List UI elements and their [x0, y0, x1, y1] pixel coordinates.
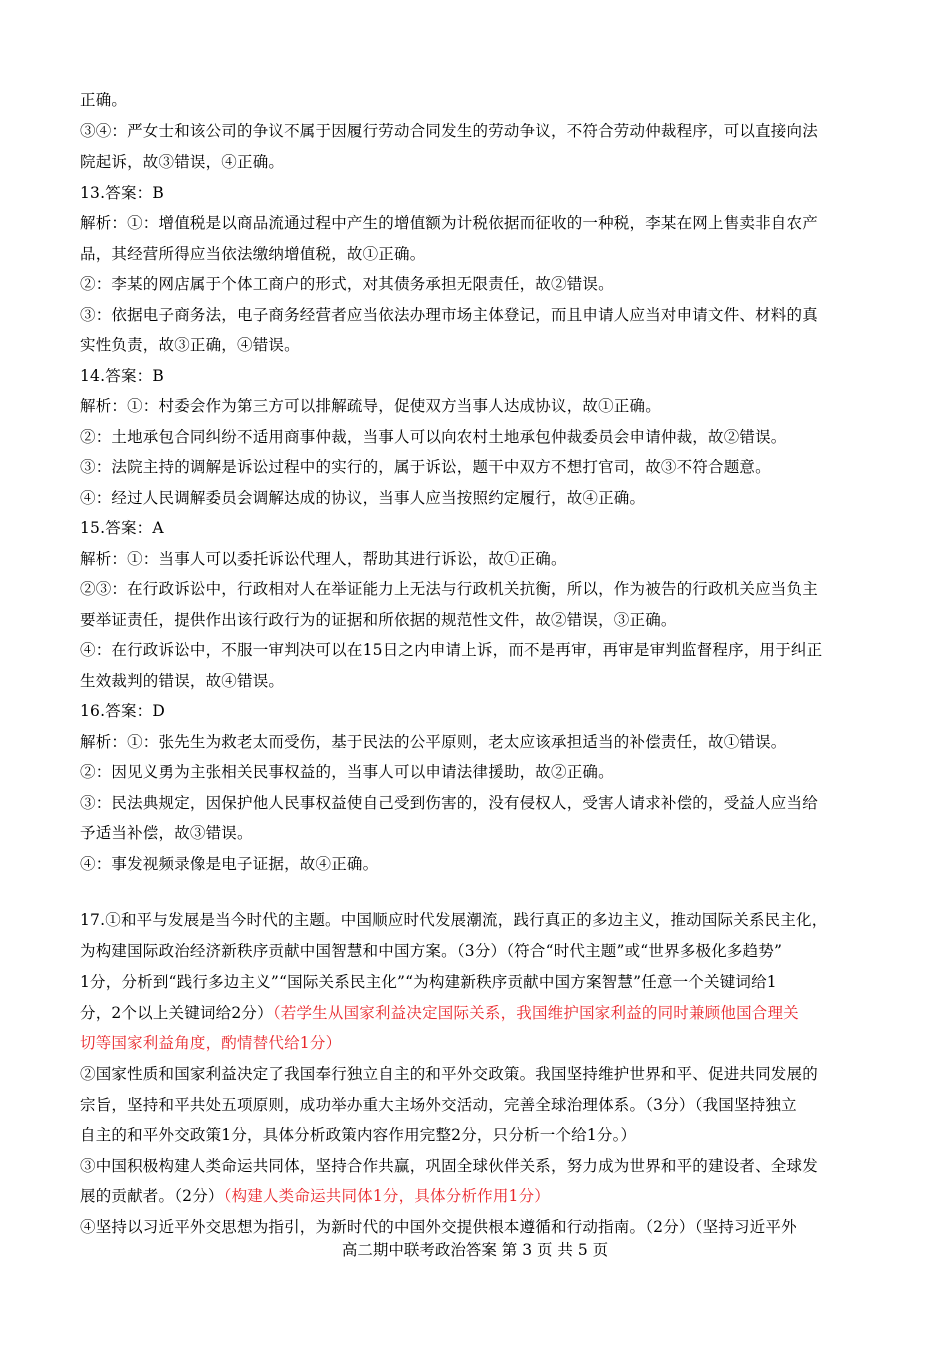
answer-13: 13.答案：B [80, 184, 164, 202]
text-line: ③：民法典规定，因保护他人民事权益使自己受到伤害的，没有侵权人，受害人请求补偿的，受益人应当给 [80, 794, 818, 812]
text-line: 要举证责任，提供作出该行政行为的证据和所依据的规范性文件，故②错误，③正确。 [80, 611, 677, 629]
text-line: ②：因见义勇为主张相关民事权益的，当事人可以申请法律援助，故②正确。 [80, 763, 614, 781]
answer-14: 14.答案：B [80, 367, 164, 385]
text-line: 宗旨，坚持和平共处五项原则，成功举办重大主场外交活动，完善全球治理体系。（3分）（我国坚持独立 [80, 1096, 797, 1114]
text-line: ②：李某的网店属于个体工商户的形式，对其债务承担无限责任，故②错误。 [80, 275, 614, 293]
text-line: 院起诉，故③错误，④正确。 [80, 153, 285, 171]
text-line: 品，其经营所得应当依法缴纳增值税，故①正确。 [80, 245, 426, 263]
highlight-note: 切等国家利益角度，酌情替代给1分） [80, 1034, 342, 1052]
text-line: ③：依据电子商务法，电子商务经营者应当依法办理市场主体登记，而且申请人应当对申请文件、材料的真 [80, 306, 818, 324]
text-line: ④坚持以习近平外交思想为指引，为新时代的中国外交提供根本遵循和行动指南。（2分）（坚持习近平外 [80, 1218, 797, 1236]
text-line: 解析：①：村委会作为第三方可以排解疏导，促使双方当事人达成协议，故①正确。 [80, 397, 661, 415]
text-segment: 分，2个以上关键词给2分） [80, 1004, 273, 1022]
text-line: 解析：①：增值税是以商品流通过程中产生的增值额为计税依据而征收的一种税，李某在网上售卖非自农产 [80, 214, 818, 232]
text-line: 生效裁判的错误，故④错误。 [80, 672, 285, 690]
text-line: 解析：①：当事人可以委托诉讼代理人，帮助其进行诉讼，故①正确。 [80, 550, 567, 568]
answer-15: 15.答案：A [80, 519, 164, 537]
answer-16: 16.答案：D [80, 702, 165, 720]
text-line: 解析：①：张先生为救老太而受伤，基于民法的公平原则，老太应该承担适当的补偿责任，故①错误。 [80, 733, 787, 751]
text-line: ④：在行政诉讼中，不服一审判决可以在15日之内申请上诉，而不是再审，再审是审判监督程序，用于纠正 [80, 641, 823, 659]
text-line: 实性负责，故③正确，④错误。 [80, 336, 300, 354]
text-line: ②：土地承包合同纠纷不适用商事仲裁，当事人可以向农村土地承包仲裁委员会申请仲裁，故②错误。 [80, 428, 787, 446]
text-line: ④：经过人民调解委员会调解达成的协议，当事人应当按照约定履行，故④正确。 [80, 489, 646, 507]
text-line: ④：事发视频录像是电子证据，故④正确。 [80, 855, 379, 873]
text-line: ③中国积极构建人类命运共同体，坚持合作共赢，巩固全球伙伴关系，努力成为世界和平的建设者、全球发 [80, 1157, 818, 1175]
text-line: ③④：严女士和该公司的争议不属于因履行劳动合同发生的劳动争议，不符合劳动仲裁程序，可以直接向法 [80, 122, 818, 140]
text-line: 正确。 [80, 91, 128, 109]
text-segment: 展的贡献者。（2分） [80, 1187, 224, 1205]
text-line: ②国家性质和国家利益决定了我国奉行独立自主的和平外交政策。我国坚持维护世界和平、促进共同发展的 [80, 1065, 818, 1083]
text-line: 1分，分析到“践行多边主义”“国际关系民主化”“为构建新秩序贡献中国方案智慧”任意一个关键词给1 [80, 973, 777, 991]
text-line: 予适当补偿，故③错误。 [80, 824, 253, 842]
text-line: 自主的和平外交政策1分，具体分析政策内容作用完整2分，只分析一个给1分。） [80, 1126, 637, 1144]
page-footer: 高二期中联考政治答案 第 3 页 共 5 页 [341, 1241, 609, 1259]
question-17: 17.①和平与发展是当今时代的主题。中国顺应时代发展潮流，践行真正的多边主义，推动国际关系民主化， [80, 911, 828, 929]
text-line: ③：法院主持的调解是诉讼过程中的实行的，属于诉讼，题干中双方不想打官司，故③不符合题意。 [80, 458, 771, 476]
highlight-note: （若学生从国家利益决定国际关系，我国维护国家利益的同时兼顾他国合理关 [272, 1004, 799, 1022]
text-line: ②③：在行政诉讼中，行政相对人在举证能力上无法与行政机关抗衡，所以，作为被告的行政机关应当负主 [80, 580, 818, 598]
text-line: 为构建国际政治经济新秩序贡献中国智慧和中国方案。（3分）（符合“时代主题”或“世界多极化多趋势” [80, 942, 783, 960]
highlight-note: （构建人类命运共同体1分，具体分析作用1分） [223, 1187, 550, 1205]
text-line [80, 1186, 550, 1206]
text-line [80, 1003, 799, 1023]
